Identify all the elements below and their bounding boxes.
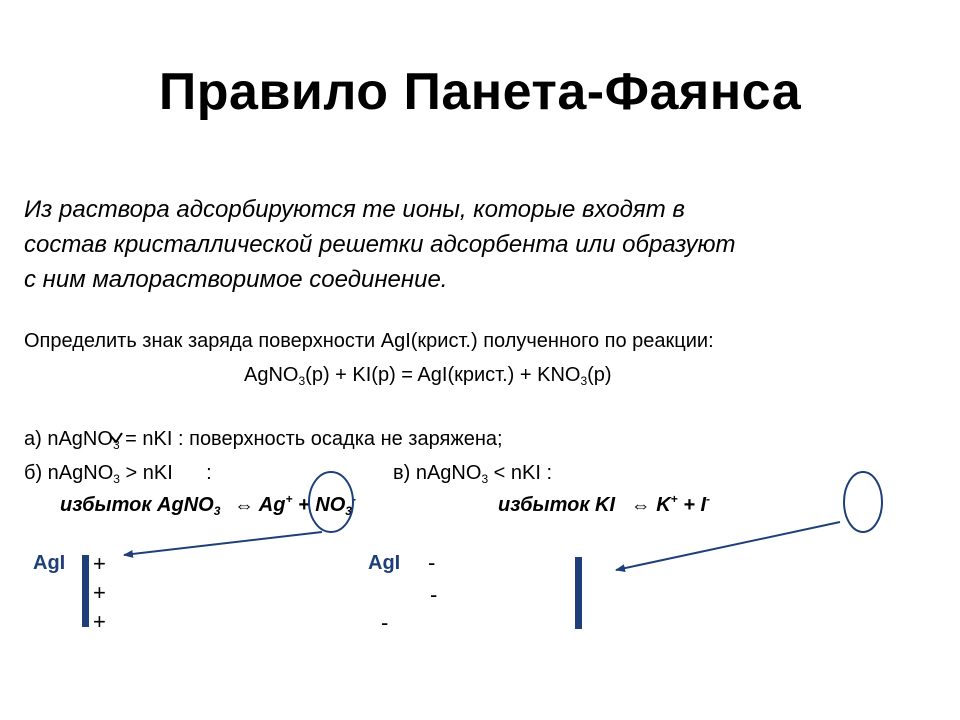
left-charge-sign: + bbox=[93, 609, 106, 634]
rule-line-1: Из раствора адсорбируются те ионы, которые входят в bbox=[24, 196, 685, 223]
left-charge-sign: + bbox=[93, 551, 106, 576]
rule-line-3: с ним малорастворимое соединение. bbox=[24, 266, 448, 293]
left-charge-sign: + bbox=[93, 580, 106, 605]
check-mark-icon bbox=[110, 433, 122, 442]
right-agi-label: AgI bbox=[368, 552, 401, 574]
left-agi-label: AgI bbox=[33, 552, 66, 574]
equivalence-arrow-icon: ⇔ bbox=[233, 494, 254, 516]
case-c: в) nAgNO$_3$ < nKI : bbox=[393, 462, 553, 486]
case-b: б) nAgNO$_3$ > nKI : bbox=[24, 462, 212, 486]
i-ion-highlight-ellipse bbox=[844, 472, 882, 532]
arrow-to-right-surface-icon bbox=[616, 522, 840, 570]
excess-agno3-line: избыток AgNO$_3$ ⇔ $Ag^+ + NO_3^-$ bbox=[60, 492, 356, 518]
reaction-equation: AgNO$_3$(р) + KI(р) = AgI(крист.) + $KNO_3(р)$ bbox=[244, 364, 612, 388]
equivalence-arrow-icon: ⇔ bbox=[630, 494, 651, 516]
task-text: Определить знак заряда поверхности AgI(крист.) полученного по реакции: bbox=[24, 330, 714, 352]
arrow-to-left-surface-icon bbox=[124, 532, 322, 555]
right-charge-sign: - bbox=[381, 610, 389, 635]
case-a: а) nAgNO$_3$ = nKI : поверхность осадка не заряжена; bbox=[24, 428, 503, 452]
rule-line-2: состав кристаллической решетки адсорбента или образуют bbox=[24, 231, 736, 258]
right-charge-sign: - bbox=[430, 582, 438, 607]
ag-ion-highlight-ellipse bbox=[309, 472, 353, 532]
excess-ki-line: избыток KI ⇔ K+ + I- bbox=[498, 492, 711, 516]
right-charge-sign: - bbox=[428, 550, 436, 575]
slide-title: Правило Панета-Фаянса bbox=[158, 63, 802, 121]
